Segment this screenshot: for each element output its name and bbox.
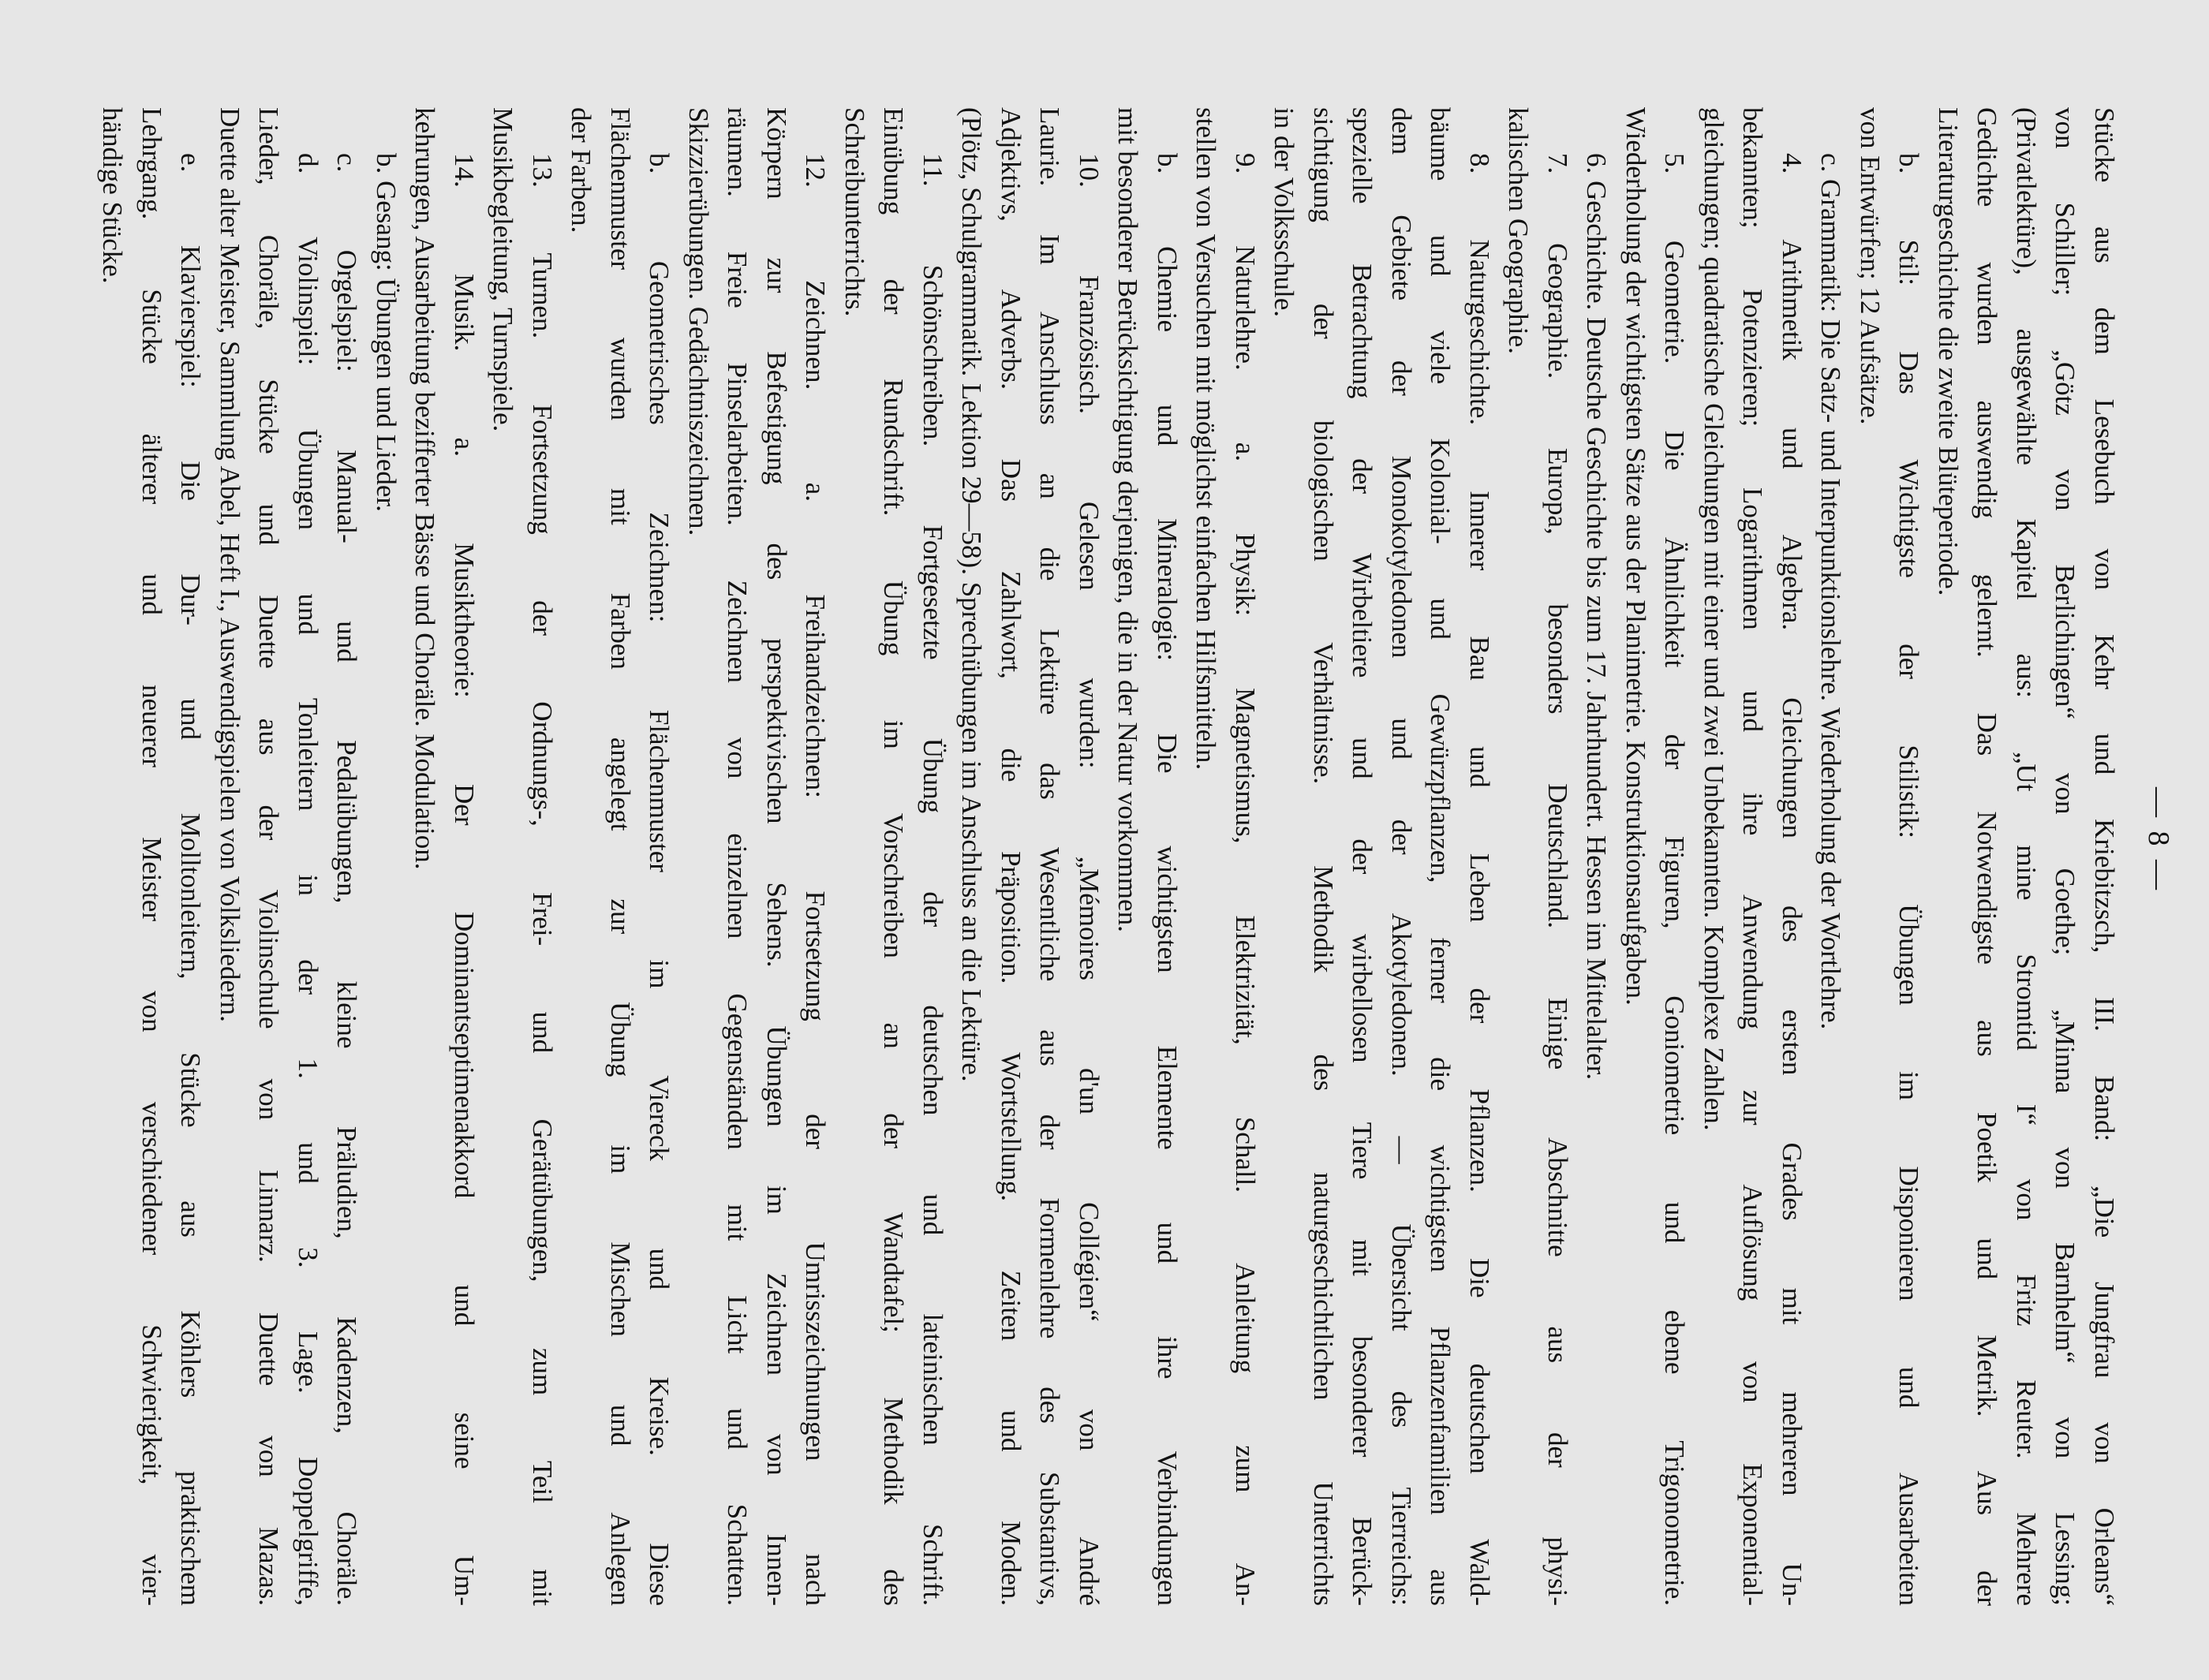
text-line: 7. Geographie. Europa, besonders Deutschland. Einige Abschnitte aus der physi- [1542, 153, 1573, 1606]
text-line: Lieder, Choräle, Stücke und Duette aus der Violinschule von Linnarz. Duette von Mazas. [253, 107, 285, 1606]
text-line: 12. Zeichnen. a. Freihandzeichnen: Fortsetzung der Umrisszeichnungen nach [800, 153, 832, 1606]
text-line: spezielle Betrachtung der Wirbeltiere und der wirbellosen Tiere mit besonderer Berück- [1347, 107, 1378, 1606]
text-line: Gedichte wurden auswendig gelernt. Das Notwendigste aus Poetik und Metrik. Aus der [1972, 107, 2003, 1606]
text-line: 4. Arithmetik und Algebra. Gleichungen des ersten Grades mit mehreren Un- [1777, 153, 1807, 1606]
text-line: Stücke aus dem Lesebuch von Kehr und Kriebitzsch, III. Band: „Die Jungfrau von Orleans“ [2089, 107, 2120, 1606]
text-line: b. Gesang: Übungen und Lieder. [371, 153, 402, 512]
text-line: räumen. Freie Pinselarbeiten. Zeichnen von einzelnen Gegenständen mit Licht und Schatten. [722, 107, 753, 1606]
text-line: Schreibunterrichts. [839, 107, 870, 317]
text-line: b. Stil: Das Wichtigste der Stilistik: Übungen im Disponieren und Ausarbeiten [1893, 153, 1925, 1606]
text-line: Musikbegleitung, Turnspiele. [488, 107, 519, 432]
document-body [93, 107, 2124, 1606]
text-line: Körpern zur Befestigung des perspektivischen Sehens. Übungen im Zeichnen von Innen- [761, 107, 792, 1606]
text-line: c. Grammatik: Die Satz- und Interpunktionslehre. Wiederholung der Wortlehre. [1815, 153, 1847, 1030]
text-line: sichtigung der biologischen Verhältnisse. Methodik des naturgeschichtlichen Unterrichts [1308, 107, 1339, 1606]
text-line: b. Chemie und Mineralogie: Die wichtigsten Elemente und ihre Verbindungen [1152, 153, 1183, 1606]
text-line: 11. Schönschreiben. Fortgesetzte Übung der deutschen und lateinischen Schrift. [918, 153, 948, 1606]
text-line: bäume und viele Kolonial- und Gewürzpflanzen, ferner die wichtigsten Pflanzenfamilien aus [1425, 107, 1456, 1606]
text-line: in der Volksschule. [1269, 107, 1300, 318]
text-line: c. Orgelspiel: Manual- und Pedalübungen, kleine Präludien, Kadenzen, Choräle. [331, 153, 363, 1606]
text-line: kehrungen, Ausarbeitung bezifferter Bässe und Choräle. Modulation. [409, 107, 441, 870]
text-line: (Privatlektüre), ausgewählte Kapitel aus: „Ut mine Stromtid I“ von Fritz Reuter. Mehrere [2011, 107, 2042, 1606]
text-line: 9. Naturlehre. a. Physik: Magnetismus, Elektrizität, Schall. Anleitung zum An- [1230, 153, 1261, 1606]
text-line: 8. Naturgeschichte. Innerer Bau und Leben der Pflanzen. Die deutschen Wald- [1464, 153, 1495, 1606]
page-number: — 8 — [2142, 787, 2175, 893]
text-line: (Plötz, Schulgrammatik. Lektion 29—58). Sprechübungen im Anschluss an die Lektüre. [956, 107, 988, 1082]
text-line: 10. Französisch. Gelesen wurden: „Mémoires d'un Collégien“ von André [1074, 153, 1104, 1606]
text-line: händige Stücke. [97, 107, 129, 284]
text-line: Wiederholung der wichtigsten Sätze aus der Planimetrie. Konstruktionsaufgaben. [1620, 107, 1651, 1006]
text-line: von Schiller; „Götz von Berlichingen“ von Goethe; „Minna von Barnhelm“ von Lessing; [2050, 107, 2081, 1606]
text-line: Literaturgeschichte die zweite Blüteperiode. [1933, 107, 1964, 596]
text-line: gleichungen; quadratische Gleichungen mit einer und zwei Unbekannten. Komplexe Zahlen. [1699, 107, 1729, 1131]
text-line: 5. Geometrie. Die Ähnlichkeit der Figuren, Goniometrie und ebene Trigonometrie. [1659, 153, 1691, 1606]
text-line: Duette alter Meister, Sammlung Abel, Heft I., Auswendigspielen von Volksliedern. [215, 107, 245, 1022]
text-line: Einübung der Rundschrift. Übung im Vorschreiben an der Wandtafel; Methodik des [878, 107, 910, 1606]
text-line: b. Geometrisches Zeichnen: Flächenmuster im Viereck und Kreise. Diese [644, 153, 675, 1606]
text-line: dem Gebiete der Monokotyledonen und der Akotyledonen. — Übersicht des Tierreichs: [1386, 107, 1417, 1606]
text-line: d. Violinspiel: Übungen und Tonleitern in der 1. und 3. Lage. Doppelgriffe, [293, 153, 323, 1606]
text-line: Skizzierübungen. Gedächtniszeichnen. [683, 107, 714, 536]
text-line: e. Klavierspiel: Die Dur- und Molltonleitern, Stücke aus Köhlers praktischem [175, 153, 207, 1606]
text-line: Lehrgang. Stücke älterer und neuerer Meister von verschiedener Schwierigkeit, vier- [136, 107, 167, 1606]
text-line: bekannten; Potenzieren; Logarithmen und ihre Anwendung zur Auflösung von Exponential- [1737, 107, 1769, 1606]
text-line: mit besonderer Berücksichtigung derjenigen, die in der Natur vorkommen. [1112, 107, 1144, 932]
text-line: Flächenmuster wurden mit Farben angelegt zur Übung im Mischen und Anlegen [605, 107, 636, 1606]
text-line: von Entwürfen; 12 Aufsätze. [1855, 107, 1886, 425]
text-line: Laurie. Im Anschluss an die Lektüre das Wesentliche aus der Formenlehre des Substantivs, [1034, 107, 1066, 1606]
text-line: der Farben. [566, 107, 597, 233]
text-line: 13. Turnen. Fortsetzung der Ordnungs-, Frei- und Gerätübungen, zum Teil mit [527, 153, 558, 1606]
text-line: 6. Geschichte. Deutsche Geschichte bis zum 17. Jahrhundert. Hessen im Mittelalter. [1581, 153, 1613, 1081]
text-line: 14. Musik. a. Musiktheorie: Der Dominantseptimenakkord und seine Um- [449, 153, 480, 1606]
text-line: kalischen Geographie. [1503, 107, 1534, 354]
text-line: Adjektivs, Adverbs. Das Zahlwort, die Präposition. Wortstellung. Zeiten und Moden. [996, 107, 1026, 1606]
text-line: stellen von Versuchen mit möglichst einfachen Hilfsmitteln. [1190, 107, 1222, 771]
